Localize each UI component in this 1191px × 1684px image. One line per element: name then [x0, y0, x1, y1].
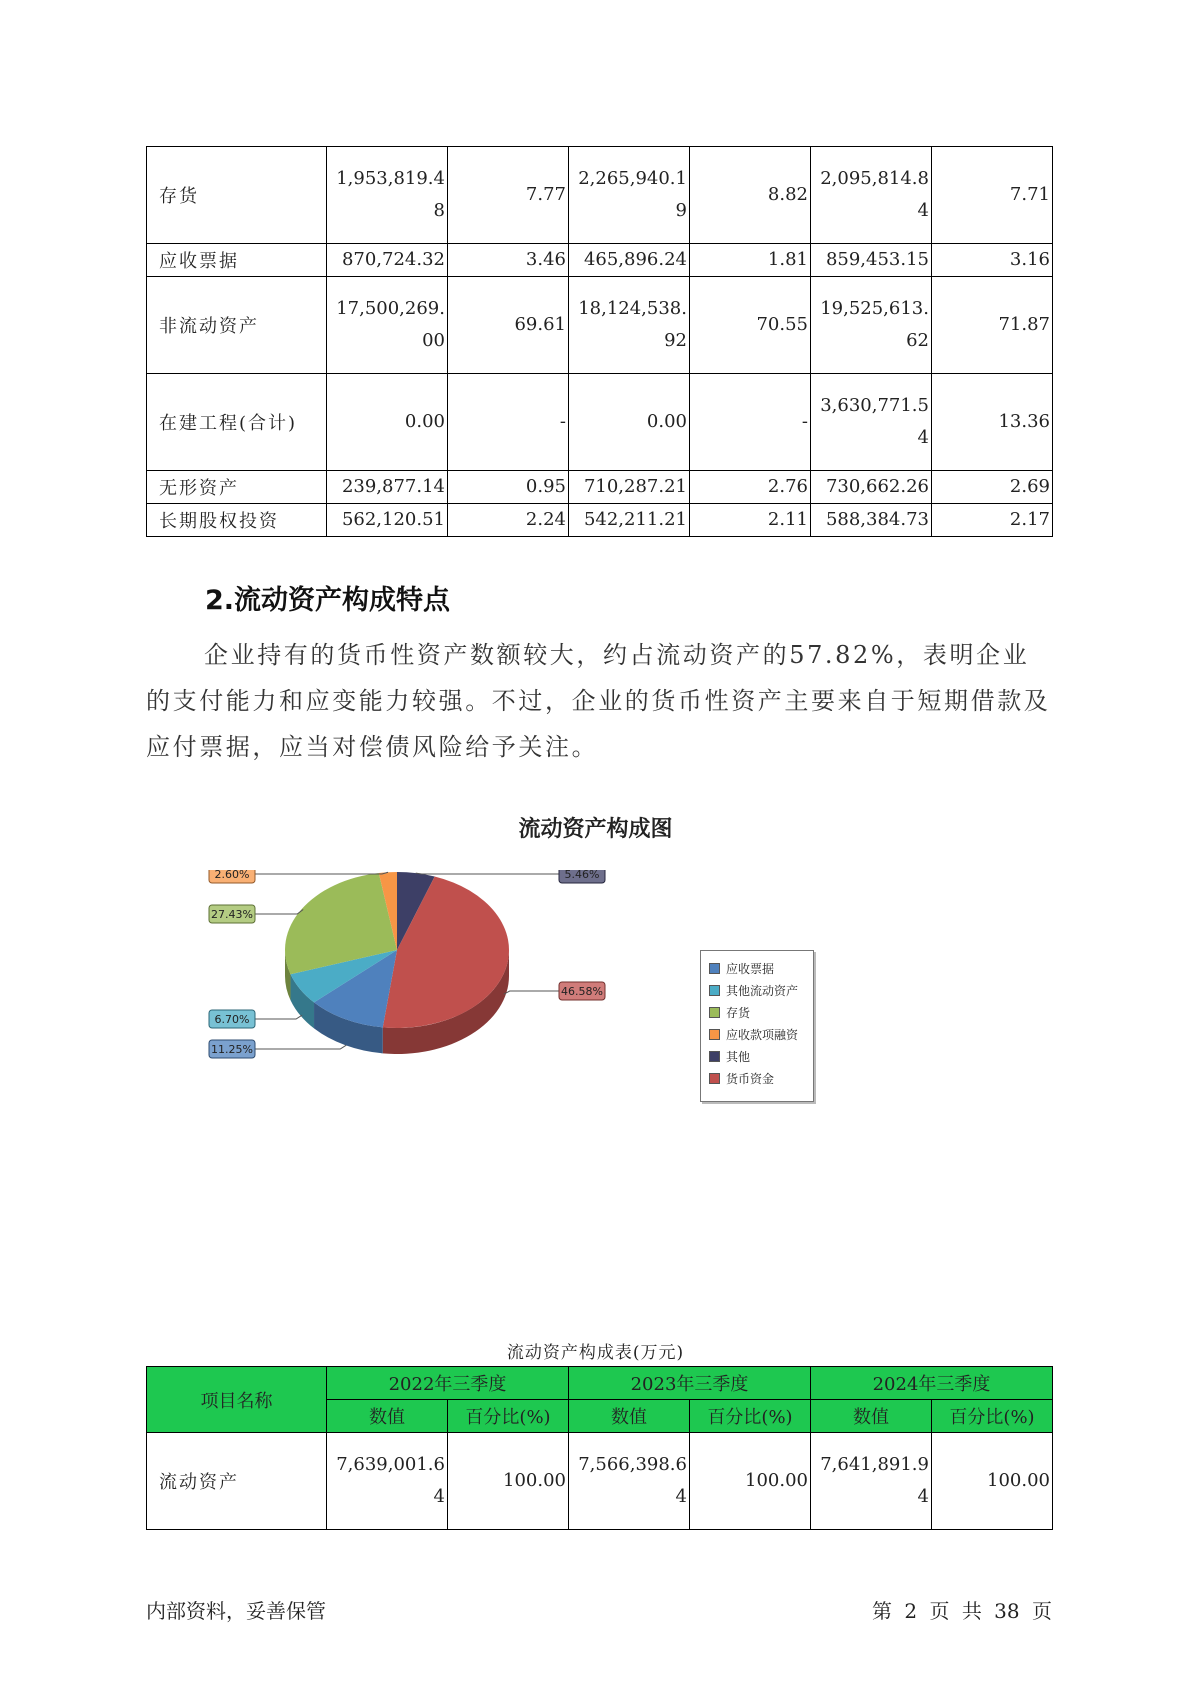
- section-heading: 2.流动资产构成特点: [205, 585, 451, 616]
- value-cell: 2,265,940.19: [569, 147, 690, 244]
- year-header: 2024年三季度: [811, 1367, 1053, 1400]
- value-cell: 7,639,001.64: [327, 1433, 448, 1530]
- percent-cell: 13.36: [932, 374, 1053, 471]
- value-header: 数值: [569, 1400, 690, 1433]
- data-label: 6.70%: [214, 1013, 250, 1026]
- value-header: 数值: [327, 1400, 448, 1433]
- legend-swatch: [709, 1073, 720, 1084]
- legend-label: 其他流动资产: [726, 983, 799, 998]
- value-cell: 870,724.32: [327, 244, 448, 277]
- percent-cell: 71.87: [932, 277, 1053, 374]
- percent-header: 百分比(%): [932, 1400, 1053, 1433]
- value-cell: 17,500,269.00: [327, 277, 448, 374]
- footer-note: 内部资料，妥善保管: [146, 1599, 326, 1623]
- legend-label: 存货: [726, 1005, 751, 1020]
- value-cell: 710,287.21: [569, 471, 690, 504]
- pie-chart: [190, 870, 670, 1120]
- legend-item: [701, 979, 813, 1001]
- percent-header: 百分比(%): [690, 1400, 811, 1433]
- table-row: [147, 471, 1053, 504]
- legend-item: [701, 1001, 813, 1023]
- chart-title: 流动资产构成图: [518, 817, 673, 842]
- leader-line: [255, 1015, 302, 1019]
- value-cell: 7,566,398.64: [569, 1433, 690, 1530]
- row-name: 非流动资产: [147, 277, 327, 374]
- value-header: 数值: [811, 1400, 932, 1433]
- table-row: [147, 147, 1053, 244]
- percent-cell: 2.11: [690, 504, 811, 537]
- legend-swatch: [709, 1051, 720, 1062]
- page-number: 第 2 页 共 38 页: [872, 1599, 1052, 1623]
- legend-label: 应收款项融资: [726, 1027, 799, 1042]
- row-name: 应收票据: [147, 244, 327, 277]
- value-cell: 588,384.73: [811, 504, 932, 537]
- item-header: 项目名称: [147, 1367, 327, 1433]
- row-name: 无形资产: [147, 471, 327, 504]
- percent-cell: 100.00: [690, 1433, 811, 1530]
- value-cell: 7,641,891.94: [811, 1433, 932, 1530]
- data-label: 27.43%: [211, 908, 253, 921]
- value-cell: 0.00: [327, 374, 448, 471]
- legend-item: [701, 1067, 813, 1089]
- legend-swatch: [709, 985, 720, 996]
- percent-header: 百分比(%): [448, 1400, 569, 1433]
- chart-legend: [700, 950, 814, 1102]
- legend-swatch: [709, 963, 720, 974]
- table-caption: 流动资产构成表(万元): [506, 1343, 685, 1363]
- legend-swatch: [709, 1007, 720, 1018]
- row-name: 长期股权投资: [147, 504, 327, 537]
- leader-line: [416, 873, 559, 874]
- percent-cell: -: [448, 374, 569, 471]
- value-cell: 465,896.24: [569, 244, 690, 277]
- percent-cell: 0.95: [448, 471, 569, 504]
- legend-label: 应收票据: [726, 961, 775, 976]
- row-name: 流动资产: [147, 1433, 327, 1530]
- leader-line: [255, 1045, 346, 1049]
- row-name: 存货: [147, 147, 327, 244]
- percent-cell: 69.61: [448, 277, 569, 374]
- data-label: 2.60%: [214, 870, 250, 881]
- table-row: [147, 504, 1053, 537]
- value-cell: 730,662.26: [811, 471, 932, 504]
- asset-structure-table: [146, 146, 1053, 537]
- percent-cell: 1.81: [690, 244, 811, 277]
- value-cell: 239,877.14: [327, 471, 448, 504]
- leader-line: [504, 991, 559, 994]
- legend-item: [701, 1045, 813, 1067]
- year-header: 2023年三季度: [569, 1367, 811, 1400]
- percent-cell: 3.16: [932, 244, 1053, 277]
- value-cell: 3,630,771.54: [811, 374, 932, 471]
- percent-cell: 100.00: [448, 1433, 569, 1530]
- value-cell: 1,953,819.48: [327, 147, 448, 244]
- legend-item: [701, 1023, 813, 1045]
- percent-cell: 2.17: [932, 504, 1053, 537]
- current-assets-table: [146, 1366, 1053, 1530]
- data-label: 46.58%: [561, 985, 603, 998]
- legend-label: 其他: [726, 1049, 751, 1064]
- percent-cell: -: [690, 374, 811, 471]
- value-cell: 2,095,814.84: [811, 147, 932, 244]
- row-name: 在建工程(合计): [147, 374, 327, 471]
- leader-line: [255, 872, 388, 874]
- percent-cell: 2.69: [932, 471, 1053, 504]
- data-label: 11.25%: [211, 1043, 253, 1056]
- value-cell: 19,525,613.62: [811, 277, 932, 374]
- leader-line: [255, 910, 303, 914]
- data-label: 5.46%: [564, 870, 600, 881]
- table-row: [147, 1433, 1053, 1530]
- table-row: [147, 244, 1053, 277]
- value-cell: 18,124,538.92: [569, 277, 690, 374]
- percent-cell: 2.76: [690, 471, 811, 504]
- value-cell: 859,453.15: [811, 244, 932, 277]
- percent-cell: 70.55: [690, 277, 811, 374]
- year-header: 2022年三季度: [327, 1367, 569, 1400]
- percent-cell: 8.82: [690, 147, 811, 244]
- percent-cell: 100.00: [932, 1433, 1053, 1530]
- value-cell: 562,120.51: [327, 504, 448, 537]
- percent-cell: 2.24: [448, 504, 569, 537]
- section-paragraph: 企业持有的货币性资产数额较大，约占流动资产的57.82%，表明企业的支付能力和应变能力较强。不过，企业的货币性资产主要来自于短期借款及应付票据，应当对偿债风险给予关注。: [146, 641, 1051, 761]
- legend-item: [701, 957, 813, 979]
- percent-cell: 3.46: [448, 244, 569, 277]
- table-row: [147, 374, 1053, 471]
- header-row: [147, 1367, 1053, 1400]
- value-cell: 0.00: [569, 374, 690, 471]
- legend-swatch: [709, 1029, 720, 1040]
- percent-cell: 7.77: [448, 147, 569, 244]
- value-cell: 542,211.21: [569, 504, 690, 537]
- legend-label: 货币资金: [726, 1071, 775, 1086]
- table-row: [147, 277, 1053, 374]
- percent-cell: 7.71: [932, 147, 1053, 244]
